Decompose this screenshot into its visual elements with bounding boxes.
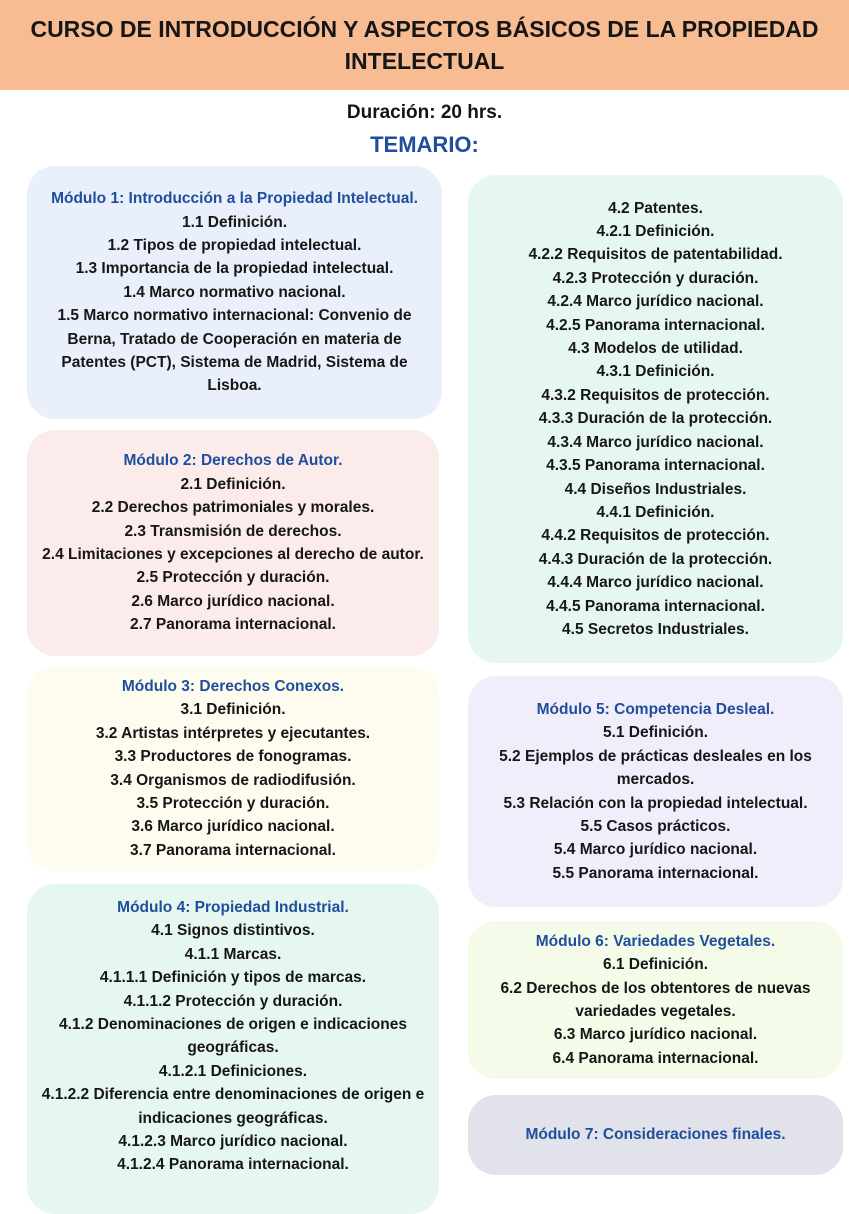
module-7-card <box>468 1095 843 1175</box>
module-6-card <box>468 921 843 1079</box>
topic-item: 5.5 Casos prácticos. <box>580 817 731 835</box>
topic-item: 4.4.5 Panorama internacional. <box>546 597 765 615</box>
topic-item: 4.3.1 Definición. <box>596 363 715 381</box>
topic-item: 4.4.3 Duración de la protección. <box>538 550 773 568</box>
module-title: Módulo 2: Derechos de Autor. <box>123 452 343 470</box>
topic-item: 4.3.2 Requisitos de protección. <box>541 386 770 404</box>
page-title: CURSO DE INTRODUCCIÓN Y ASPECTOS BÁSICOS DE LA PROPIEDAD INTELECTUAL <box>30 16 819 74</box>
topic-item: 5.3 Relación con la propiedad intelectual. <box>503 794 808 812</box>
module-title: Módulo 3: Derechos Conexos. <box>121 677 345 695</box>
topic-item: 4.4.4 Marco jurídico nacional. <box>547 574 764 592</box>
topic-item: 4.5 Secretos Industriales. <box>562 620 749 638</box>
topic-item: 4.2 Patentes. <box>608 199 703 217</box>
topic-item: 4.1.1 Marcas. <box>184 945 282 963</box>
module-topics <box>41 919 425 1176</box>
topic-item: 2.2 Derechos patrimoniales y morales. <box>91 499 375 517</box>
topic-item: 4.3.3 Duración de la protección. <box>538 410 773 428</box>
temario-heading: TEMARIO: <box>370 132 479 157</box>
module-5-card <box>468 676 843 907</box>
topic-item: 2.4 Limitaciones y excepciones al derecho de autor. <box>42 546 424 563</box>
topic-item: 4.3.5 Panorama internacional. <box>546 457 765 475</box>
module-title: Módulo 6: Variedades Vegetales. <box>535 932 776 950</box>
module-2-card <box>27 430 439 656</box>
topic-item: 4.1.2.1 Definiciones. <box>158 1062 308 1080</box>
module-topics <box>528 197 782 642</box>
topic-item: 1.2 Tipos de propiedad intelectual. <box>107 236 362 254</box>
course-duration: Duración: 20 hrs. <box>346 102 503 123</box>
topic-item: 5.4 Marco jurídico nacional. <box>553 841 758 859</box>
topic-item: 4.1.2.3 Marco jurídico nacional. <box>118 1133 348 1151</box>
topic-item: 1.1 Definición. <box>181 213 288 231</box>
topic-item: 3.7 Panorama internacional. <box>130 841 336 859</box>
topic-item: 4.3 Modelos de utilidad. <box>568 340 743 358</box>
module-title: Módulo 7: Consideraciones finales. <box>525 1126 786 1144</box>
topic-item: 2.3 Transmisión de derechos. <box>124 522 342 540</box>
module-1-card <box>27 166 442 419</box>
topic-item: 3.1 Definición. <box>180 701 286 719</box>
topic-item: 4.3.4 Marco jurídico nacional. <box>547 433 764 451</box>
topic-item: 5.1 Definición. <box>602 724 709 742</box>
topic-item: 2.7 Panorama internacional. <box>130 616 336 634</box>
topic-item: 4.2.3 Protección y duración. <box>552 269 759 287</box>
module-topics <box>42 473 424 637</box>
topic-item: 4.1.1.2 Protección y duración. <box>123 992 343 1010</box>
module-4-continued-card <box>468 175 843 663</box>
module-title: Módulo 1: Introducción a la Propiedad Intelectual. <box>51 190 418 208</box>
topic-item: 4.1.2.2 Diferencia entre denominaciones de origen e indicaciones geográficas. <box>41 1086 425 1127</box>
topic-item: 6.4 Panorama internacional. <box>552 1049 759 1067</box>
topic-item: 6.3 Marco jurídico nacional. <box>553 1026 758 1044</box>
module-3-card <box>27 666 439 871</box>
topic-item: 4.4.2 Requisitos de protección. <box>541 527 770 545</box>
topic-item: 3.6 Marco jurídico nacional. <box>131 818 335 836</box>
module-title: Módulo 4: Propiedad Industrial. <box>117 899 349 916</box>
module-4-card <box>27 884 439 1214</box>
module-topics <box>482 953 829 1070</box>
topic-item: 4.2.4 Marco jurídico nacional. <box>547 293 764 311</box>
topic-item: 4.1 Signos distintivos. <box>151 922 315 940</box>
topic-item: 3.5 Protección y duración. <box>136 794 330 812</box>
topic-item: 4.1.2.4 Panorama internacional. <box>117 1156 349 1174</box>
topic-item: 2.5 Protección y duración. <box>136 569 330 587</box>
topic-item: 5.2 Ejemplos de prácticas desleales en los mercados. <box>499 747 812 789</box>
header-banner <box>0 0 849 90</box>
topic-item: 5.5 Panorama internacional. <box>552 864 759 882</box>
topic-item: 1.4 Marco normativo nacional. <box>123 283 346 301</box>
module-title: Módulo 5: Competencia Desleal. <box>536 700 775 718</box>
topic-item: 2.1 Definición. <box>180 475 286 493</box>
topic-item: 3.4 Organismos de radiodifusión. <box>110 771 356 789</box>
topic-item: 6.2 Derechos de los obtentores de nuevas variedades vegetales. <box>500 979 811 1020</box>
topic-item: 2.6 Marco jurídico nacional. <box>131 592 335 610</box>
module-topics <box>482 721 829 885</box>
topic-item: 1.3 Importancia de la propiedad intelectual. <box>75 260 394 278</box>
topic-item: 4.2.5 Panorama internacional. <box>546 316 765 334</box>
topic-item: 3.2 Artistas intérpretes y ejecutantes. <box>95 724 371 742</box>
topic-item: 4.1.2 Denominaciones de origen e indicaciones geográficas. <box>58 1016 407 1057</box>
topic-item: 4.4.1 Definición. <box>596 503 715 521</box>
topic-item: 4.2.1 Definición. <box>596 223 715 241</box>
topic-item: 6.1 Definición. <box>602 956 709 974</box>
topic-item: 4.1.1.1 Definición y tipos de marcas. <box>99 969 367 987</box>
module-topics <box>96 698 370 862</box>
module-topics <box>41 211 428 398</box>
topic-item: 3.3 Productores de fonogramas. <box>114 748 352 766</box>
topic-item: 1.5 Marco normativo internacional: Convenio de Berna, Tratado de Cooperación en materia de Patentes (PCT), Sistema de Madrid, Sistema de Lisboa. <box>57 307 412 395</box>
topic-item: 4.2.2 Requisitos de patentabilidad. <box>528 246 783 264</box>
topic-item: 4.4 Diseños Industriales. <box>564 480 747 498</box>
